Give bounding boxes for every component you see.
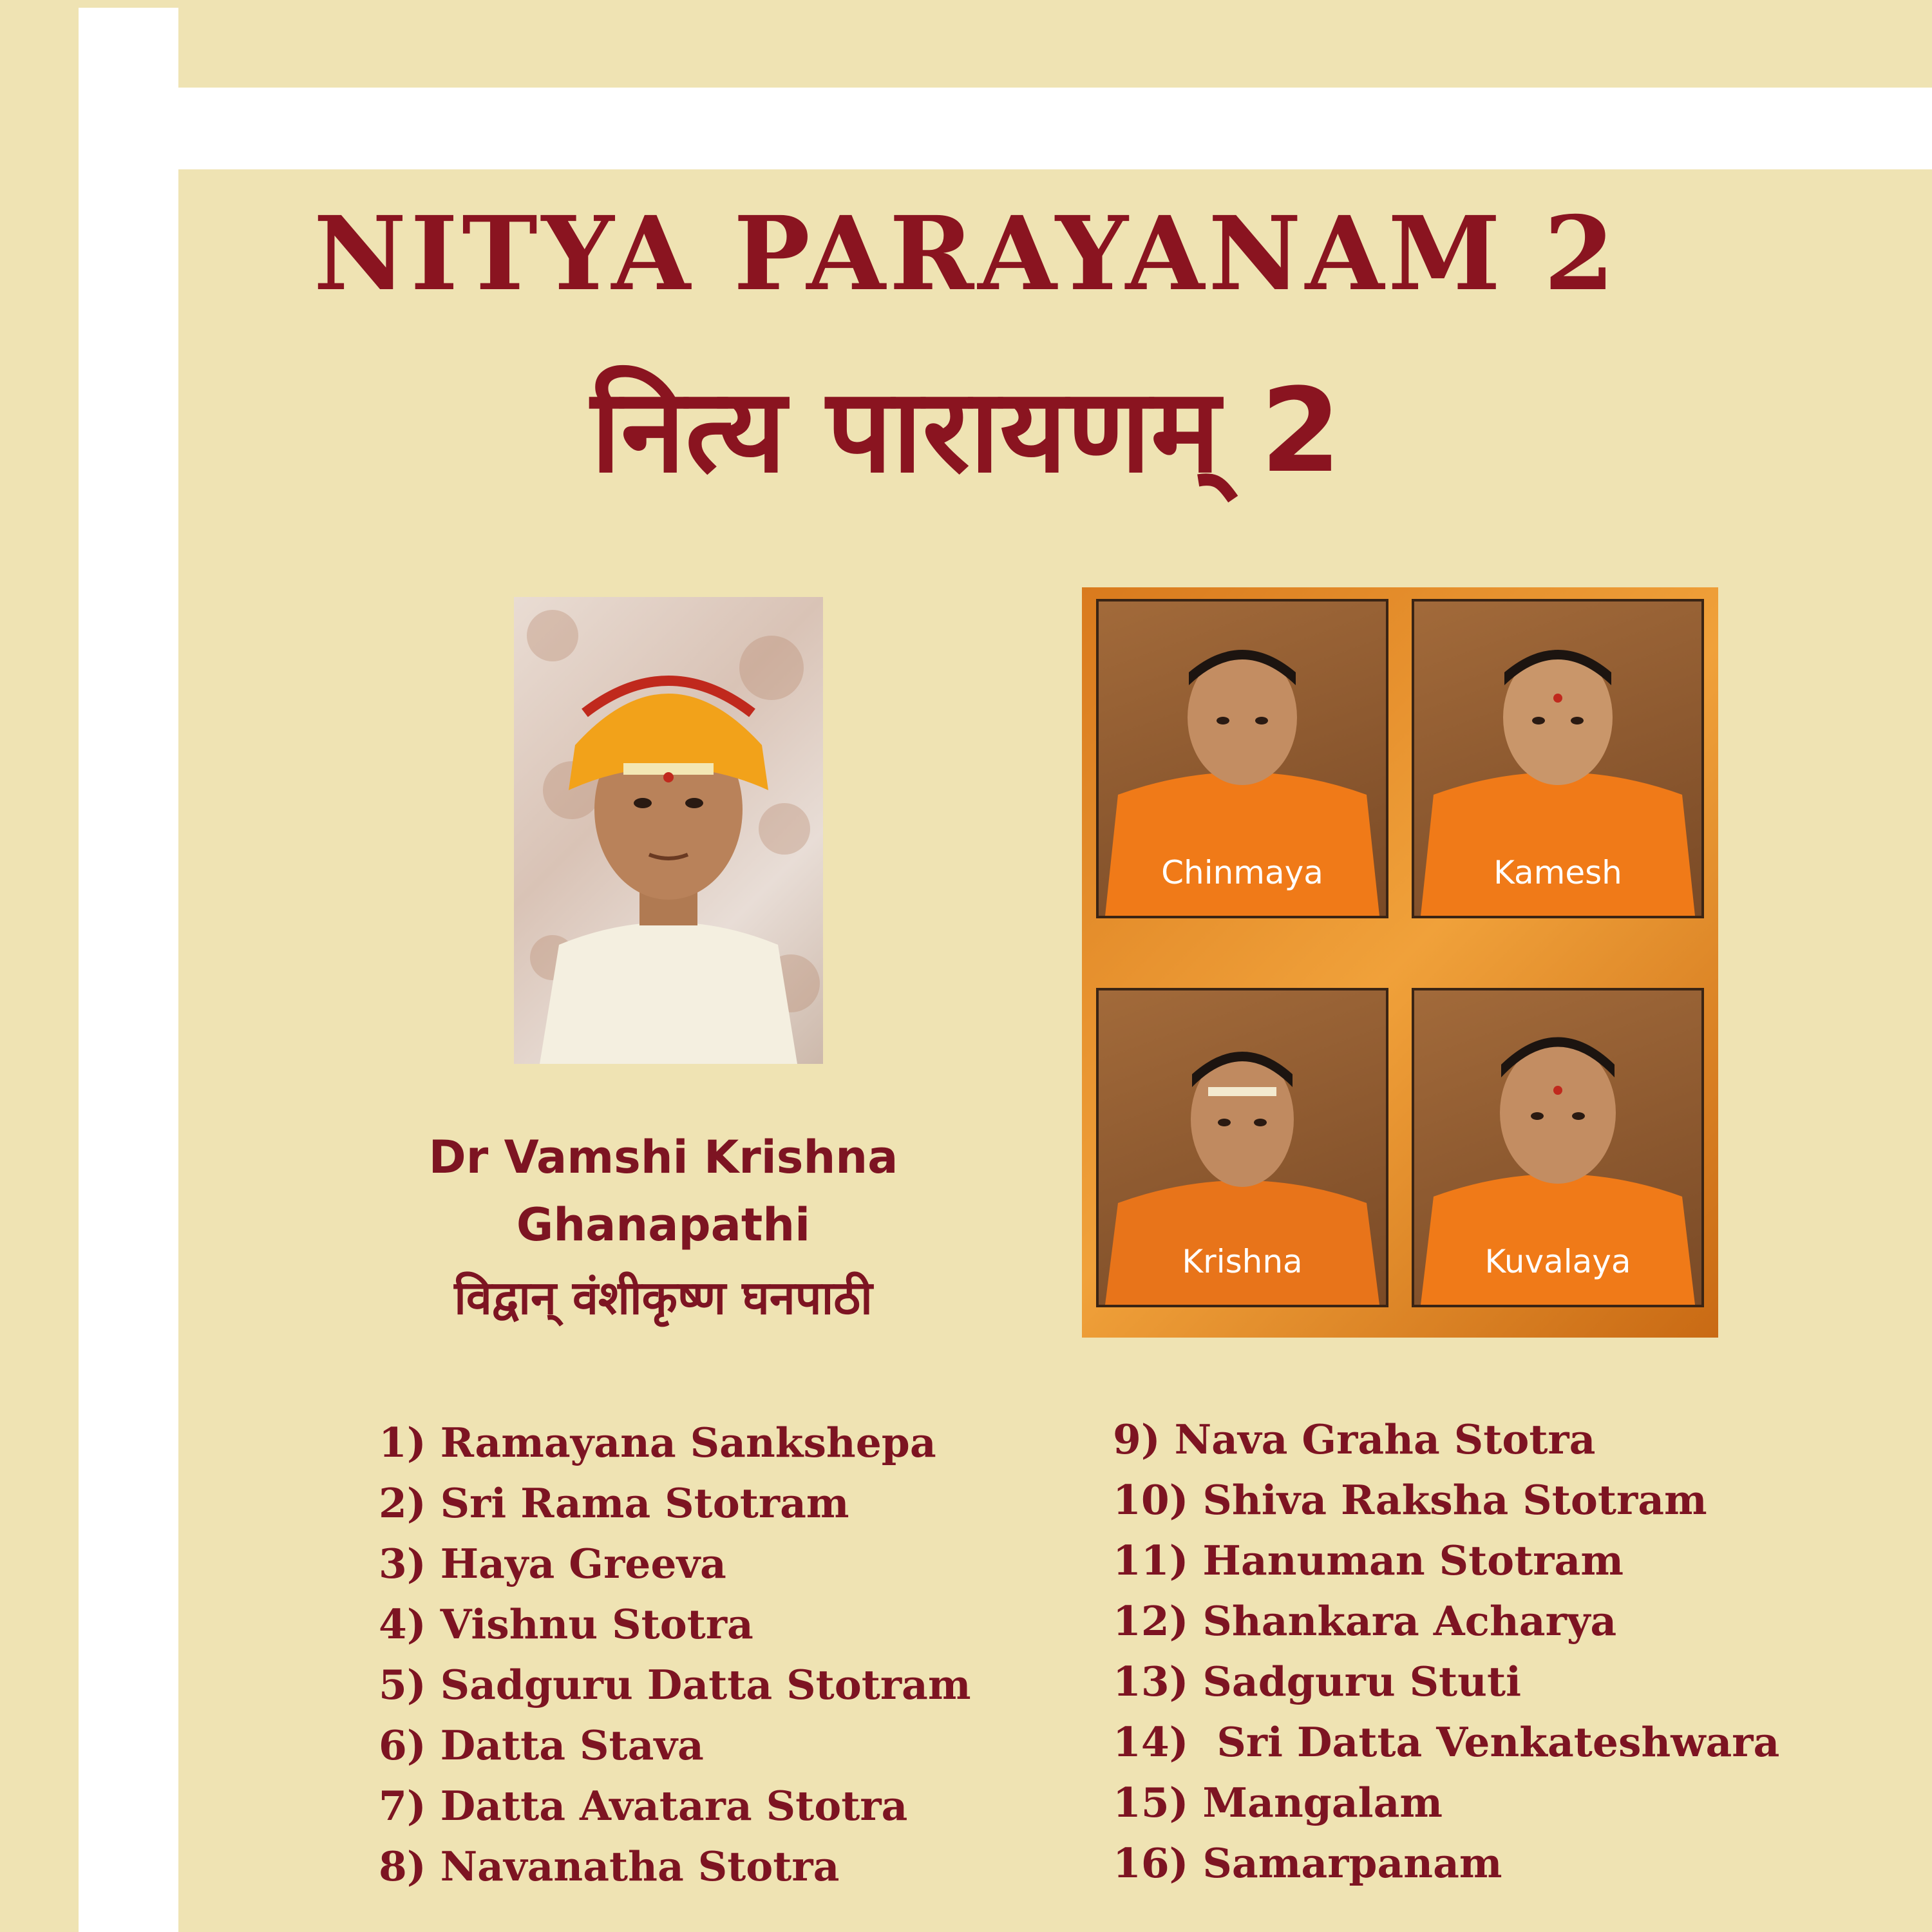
students-photo-panel xyxy=(1082,587,1718,1338)
list-item: 16) Samarpanam xyxy=(1113,1839,1502,1887)
title-devanagari: नित्य पारायणम् 2 xyxy=(591,364,1341,498)
list-item: 13) Sadguru Stuti xyxy=(1113,1658,1521,1705)
author-line-2: Ghanapathi xyxy=(516,1198,811,1251)
list-item: 5) Sadguru Datta Stotram xyxy=(379,1661,971,1709)
author-name-devanagari: विद्वान् वंशीकृष्ण घनपाठी xyxy=(454,1271,873,1325)
student-name: Chinmaya xyxy=(1161,854,1323,891)
student-tile xyxy=(1412,988,1704,1307)
list-item: 6) Datta Stava xyxy=(379,1721,704,1769)
title-english: NITYA PARAYANAM 2 xyxy=(313,194,1619,314)
author-portrait-icon xyxy=(514,597,823,1064)
list-item: 1) Ramayana Sankshepa xyxy=(379,1419,936,1466)
list-item: 14) Sri Datta Venkateshwara xyxy=(1113,1718,1780,1766)
list-item: 7) Datta Avatara Stotra xyxy=(379,1782,908,1830)
author-line-1: Dr Vamshi Krishna xyxy=(428,1131,898,1184)
list-item: 10) Shiva Raksha Stotram xyxy=(1113,1476,1707,1524)
list-item: 2) Sri Rama Stotram xyxy=(379,1479,849,1527)
list-item: 12) Shankara Acharya xyxy=(1113,1597,1617,1645)
author-name-english xyxy=(335,1124,992,1259)
author-photo xyxy=(514,597,823,1064)
list-item: 8) Navanatha Stotra xyxy=(379,1842,840,1890)
list-item: 11) Hanuman Stotram xyxy=(1113,1537,1624,1584)
student-name: Kamesh xyxy=(1493,854,1622,891)
student-name: Kuvalaya xyxy=(1484,1243,1631,1280)
list-item: 9) Nava Graha Stotra xyxy=(1113,1416,1596,1463)
frame-top-border xyxy=(178,88,1932,169)
student-tile xyxy=(1096,599,1388,918)
student-tile xyxy=(1412,599,1704,918)
list-item: 3) Haya Greeva xyxy=(379,1540,726,1587)
student-name: Krishna xyxy=(1182,1243,1303,1280)
list-item: 4) Vishnu Stotra xyxy=(379,1600,753,1648)
contents-list-right xyxy=(1113,1409,1779,1893)
contents-list-left xyxy=(379,1412,971,1897)
list-item: 15) Mangalam xyxy=(1113,1779,1443,1826)
student-tile xyxy=(1096,988,1388,1307)
